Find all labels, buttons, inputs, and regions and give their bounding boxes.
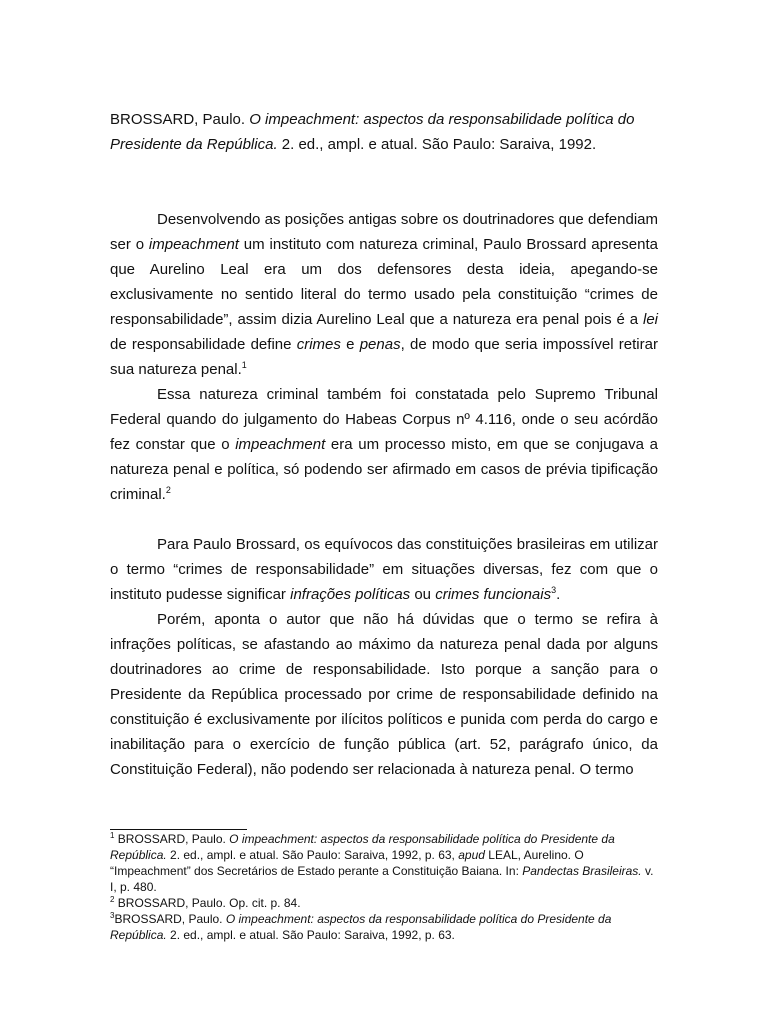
reference-author: BROSSARD, Paulo.: [110, 111, 250, 128]
italic-term: impeachment: [235, 436, 326, 453]
body-text: [110, 207, 658, 782]
text-run: Desenvolvendo as posições antigas sobre os doutrinadores que defendiam ser o: [110, 211, 658, 253]
reference-publication: 2. ed., ampl. e atual. São Paulo: Saraiva, 1992.: [277, 136, 597, 153]
footnotes: [110, 831, 658, 943]
footnote-separator: [110, 829, 247, 830]
footnote-ref-3[interactable]: 3: [551, 585, 557, 595]
italic-term: O impeachment: aspectos da responsabilidade política do Presidente da República.: [110, 832, 615, 862]
italic-term: Pandectas Brasileiras.: [522, 864, 642, 878]
text-run: ou: [410, 586, 436, 603]
text-run: 2. ed., ampl. e atual. São Paulo: Saraiva, 1992, p. 63.: [166, 928, 455, 942]
italic-term: impeachment: [148, 236, 239, 253]
text-run: 2. ed., ampl. e atual. São Paulo: Saraiva, 1992, p. 63,: [166, 848, 459, 862]
text-run: BROSSARD, Paulo.: [114, 912, 226, 926]
italic-term: crimes: [296, 336, 341, 353]
footnote-3: [110, 911, 658, 943]
text-run: e: [340, 336, 360, 353]
text-run: Para Paulo Brossard, os equívocos das constituições brasileiras em utilizar o termo “crimes de responsabilidade” em situações diversas, fez com que o instituto pudesse significar: [110, 536, 658, 603]
footnote-number: 1: [110, 831, 115, 840]
footnote-ref-2[interactable]: 2: [165, 485, 171, 495]
paragraph-2: [110, 382, 658, 507]
reference-citation: [110, 107, 658, 157]
text-run: um instituto com natureza criminal, Paulo Brossard apresenta que Aurelino Leal era um dos defensores desta ideia, apegando-se exclusivamente no sentido literal do termo usado pela constituição “crimes de responsabilidade”, assim dizia Aurelino Leal que a natureza era penal pois é a: [110, 236, 659, 328]
footnote-number: 3: [110, 911, 115, 920]
text-run: , de modo que seria impossível retirar sua natureza penal.: [110, 336, 658, 378]
footnote-1: [110, 831, 658, 895]
text-run: BROSSARD, Paulo.: [114, 832, 230, 846]
text-run: BROSSARD, Paulo. Op. cit. p. 84.: [114, 896, 301, 910]
italic-term: infrações políticas: [290, 586, 411, 603]
text-run: era um processo misto, em que se conjugava a natureza penal e política, só podendo ser afirmado em casos de prévia tipificação criminal.: [110, 436, 658, 503]
italic-term: lei: [642, 311, 658, 328]
footnote-2: [110, 895, 658, 911]
text-run: Essa natureza criminal também foi constatada pelo Supremo Tribunal Federal quando do julgamento do Habeas Corpus nº 4.116, onde o seu acórdão fez constar que o: [110, 386, 658, 453]
footnote-ref-1[interactable]: 1: [241, 360, 247, 370]
italic-term: apud: [458, 848, 485, 862]
paragraph-4: [110, 607, 658, 782]
text-run: de responsabilidade define: [110, 336, 297, 353]
reference-title: O impeachment: aspectos da responsabilidade política do Presidente da República.: [110, 111, 635, 153]
footnote-number: 2: [110, 895, 115, 904]
text-run: Porém, aponta o autor que não há dúvidas que o termo se refira à infrações políticas, se afastando ao máximo da natureza penal dada por alguns doutrinadores ao crime de responsabilidade. Isto porque a sanção para o Presidente da República processado por crime de responsabilidade definido na constituição é exclusivamente por ilícitos políticos e punida com perda do cargo e inabilitação para o exercício de função pública (art. 52, parágrafo único, da Constituição Federal), não podendo ser relacionada à natureza penal. O termo: [110, 611, 658, 778]
text-run: LEAL, Aurelino. O “Impeachment” dos Secretários de Estado perante a Constituição Baiana. In:: [110, 848, 584, 878]
text-run: v. I, p. 480.: [110, 864, 654, 894]
paragraph-1: [110, 207, 658, 382]
paragraph-3: [110, 532, 658, 607]
italic-term: crimes funcionais: [435, 586, 552, 603]
italic-term: O impeachment: aspectos da responsabilidade política do Presidente da República.: [110, 912, 612, 942]
text-run: .: [556, 586, 561, 603]
italic-term: penas: [359, 336, 401, 353]
